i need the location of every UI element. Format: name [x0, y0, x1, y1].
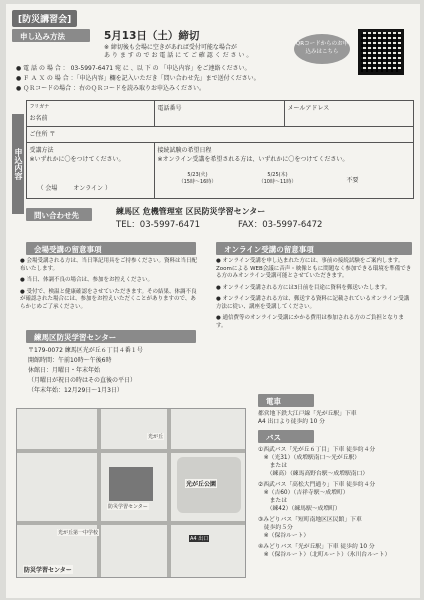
bus-line: ③みどりバス「短町南地区区民館」下車 [258, 517, 362, 523]
test-date-2: 5/25(木) [267, 172, 288, 178]
bus-line: または [258, 498, 287, 504]
bus-line: または [258, 463, 287, 469]
bus-line: 徒歩約５分 [258, 525, 293, 531]
venue-note: ● 会場受講される方は、当日筆記用具をご持参ください。資料は当日配布いたします。 [20, 258, 198, 272]
station-label: 光が丘 [148, 434, 164, 440]
park-label: 光が丘公園 [186, 481, 217, 488]
qr-bubble: QRコードからのお申込みはこちら [294, 34, 350, 64]
method-phone: ● 電 話 の 場 合 ： 03-5997-6471 宛 に 、以 下 の 「申込内容」をご連絡ください。 [16, 65, 251, 72]
method-fax: ● Ｆ Ａ Ｘ の 場 合 ：「申込内容」欄を記入いただき「問い合わせ先」まで送付ください。 [16, 75, 260, 82]
email-label: メールアドレス [287, 105, 330, 112]
bus-line: ①西武バス「光が丘６丁目」下車 徒歩約４分 [258, 447, 376, 453]
test-title: 接続試験の希望日程 [157, 147, 212, 154]
bus-line: ②西武バス「高松大門通り」下車 徒歩約４分 [258, 482, 376, 488]
tel-label: 電話番号 [157, 105, 182, 112]
apply-method-bar: 申し込み方法 [12, 29, 90, 42]
contact-org: 練馬区 危機管理室 区民防災学習センター [116, 207, 266, 216]
online-note: ● オンライン受講を申し込まれた方には、事前の接続試験をご案内します。Zoomによる WEB会議に音声・映像ともに問題なく参加できる環境を準備できる方のみオンライン受講可能とさせていただきます。 [216, 258, 412, 279]
test-time-2: （10時～11時） [258, 179, 297, 185]
school-label: 光が丘第一中学校 [58, 530, 99, 536]
contact-fax: FAX：03-5997-6472 [238, 220, 323, 230]
test-option-none[interactable]: 不要 [346, 177, 359, 184]
center-building [109, 467, 153, 501]
bus-line: （練42）（練馬駅～成増町） [258, 506, 341, 512]
deadline-note-2: あ り ま す の で お 電 話 に て ご 確 認 く だ さ い 。 [104, 52, 253, 59]
bus-line: ④みどりバス「光が丘駅」下車 徒歩約 10 分 [258, 544, 375, 550]
deadline-note-1: ※ 締切後も会場に空きがあれば受付可能な場合が [104, 44, 237, 51]
access-map [16, 408, 246, 578]
bus-line: ※（保谷ルート）（北町ルート）（氷川台ルート） [258, 552, 391, 558]
attend-title: 受講方法 [29, 147, 54, 154]
train-info [258, 410, 357, 426]
test-option-1[interactable] [158, 171, 238, 185]
contact-bar: 問い合わせ先 [26, 208, 92, 221]
contact-tel: TEL：03-5997-6471 [116, 220, 201, 230]
form-side-label: 申込内容 [12, 114, 24, 214]
center-address: 〒179-0072 練馬区光が丘６丁目４番１号 [28, 347, 143, 354]
venue-note: ● 受付で、検温と健康確認をさせていただきます。その結果、体調不良が確認された場合には、参加をお控えいただくことがありますので、あらかじめご了承ください。 [20, 288, 197, 310]
center-hours: 開館時間：午前10時～午後6時 [28, 357, 112, 364]
flyer-page [6, 4, 420, 598]
attend-hint: ※いずれかに〇をつけてください。 [29, 156, 125, 163]
bus-line: ※（保谷ルート） [258, 533, 310, 539]
bus-line: ※（光31）（成増駅南口～光が丘駅） [258, 455, 361, 461]
section-tag: [防災講習会] [12, 10, 77, 27]
furigana-label: フリガナ [29, 104, 50, 110]
venue-notes [20, 258, 200, 311]
method-qr: ● ＱＲコードの場合 ：右のＱＲコードを読み取りお申込みください。 [16, 85, 206, 92]
name-label: お名前 [29, 115, 48, 122]
test-hint: ※オンライン受講を希望される方は、いずれかに〇をつけてください。 [157, 156, 349, 163]
center-closed-note-2: （年末年始：12月29日～1月3日） [28, 387, 123, 394]
online-note: ● 通信費等のオンライン受講にかかる費用は参加される方のご負担となります。 [216, 315, 404, 329]
test-time-1: （15時～16時） [178, 179, 217, 185]
train-line-2: A4 出口より徒歩約 10 分 [258, 419, 325, 425]
test-date-1: 5/23(火) [187, 172, 208, 178]
online-notes-bar: オンライン受講の留意事項 [216, 242, 412, 255]
online-note: ● オンライン受講される方は、郵送する資料に記載されているオンライン受講方法に従い、講座を受講してください。 [216, 296, 410, 310]
application-form [12, 100, 414, 199]
venue-notes-bar: 会場受講の留意事項 [26, 242, 196, 255]
online-note: ● オンライン受講される方には3日前を目途に資料を郵送いたします。 [216, 284, 391, 291]
bus-info [258, 446, 390, 559]
online-notes [216, 258, 412, 330]
center-info [28, 346, 143, 396]
bus-bar: バス [258, 430, 314, 443]
center-closed: 休館日：月曜日・年末年始 [28, 367, 101, 374]
bus-line: ※（吉60）（吉祥寺駅～成増町） [258, 490, 349, 496]
test-option-2[interactable] [238, 171, 318, 185]
center-closed-note: （月曜日が祝日の時はその直後の平日） [28, 377, 137, 384]
bus-line: （練高）（練馬高野台駅～成増駅南口） [258, 471, 369, 477]
center-bar: 練馬区防災学習センター [26, 330, 196, 343]
map-caption: 防災学習センター [24, 567, 72, 574]
a4-exit-label: A4 出口 [190, 536, 209, 542]
venue-note: ● 当日、体調不良の場合は、参加をお控えください。 [20, 277, 154, 283]
qr-code-icon[interactable] [358, 29, 404, 75]
train-bar: 電車 [258, 394, 314, 407]
deadline: 5月13日（土）締切 [104, 30, 200, 42]
attend-options[interactable]: （ 会場 オンライン ） [37, 185, 111, 192]
train-line-1: 都営地下鉄大江戸線「光が丘駅」下車 [258, 411, 357, 417]
center-map-label: 防災学習センター [108, 504, 148, 510]
address-label: ご住所 〒 [29, 131, 56, 138]
